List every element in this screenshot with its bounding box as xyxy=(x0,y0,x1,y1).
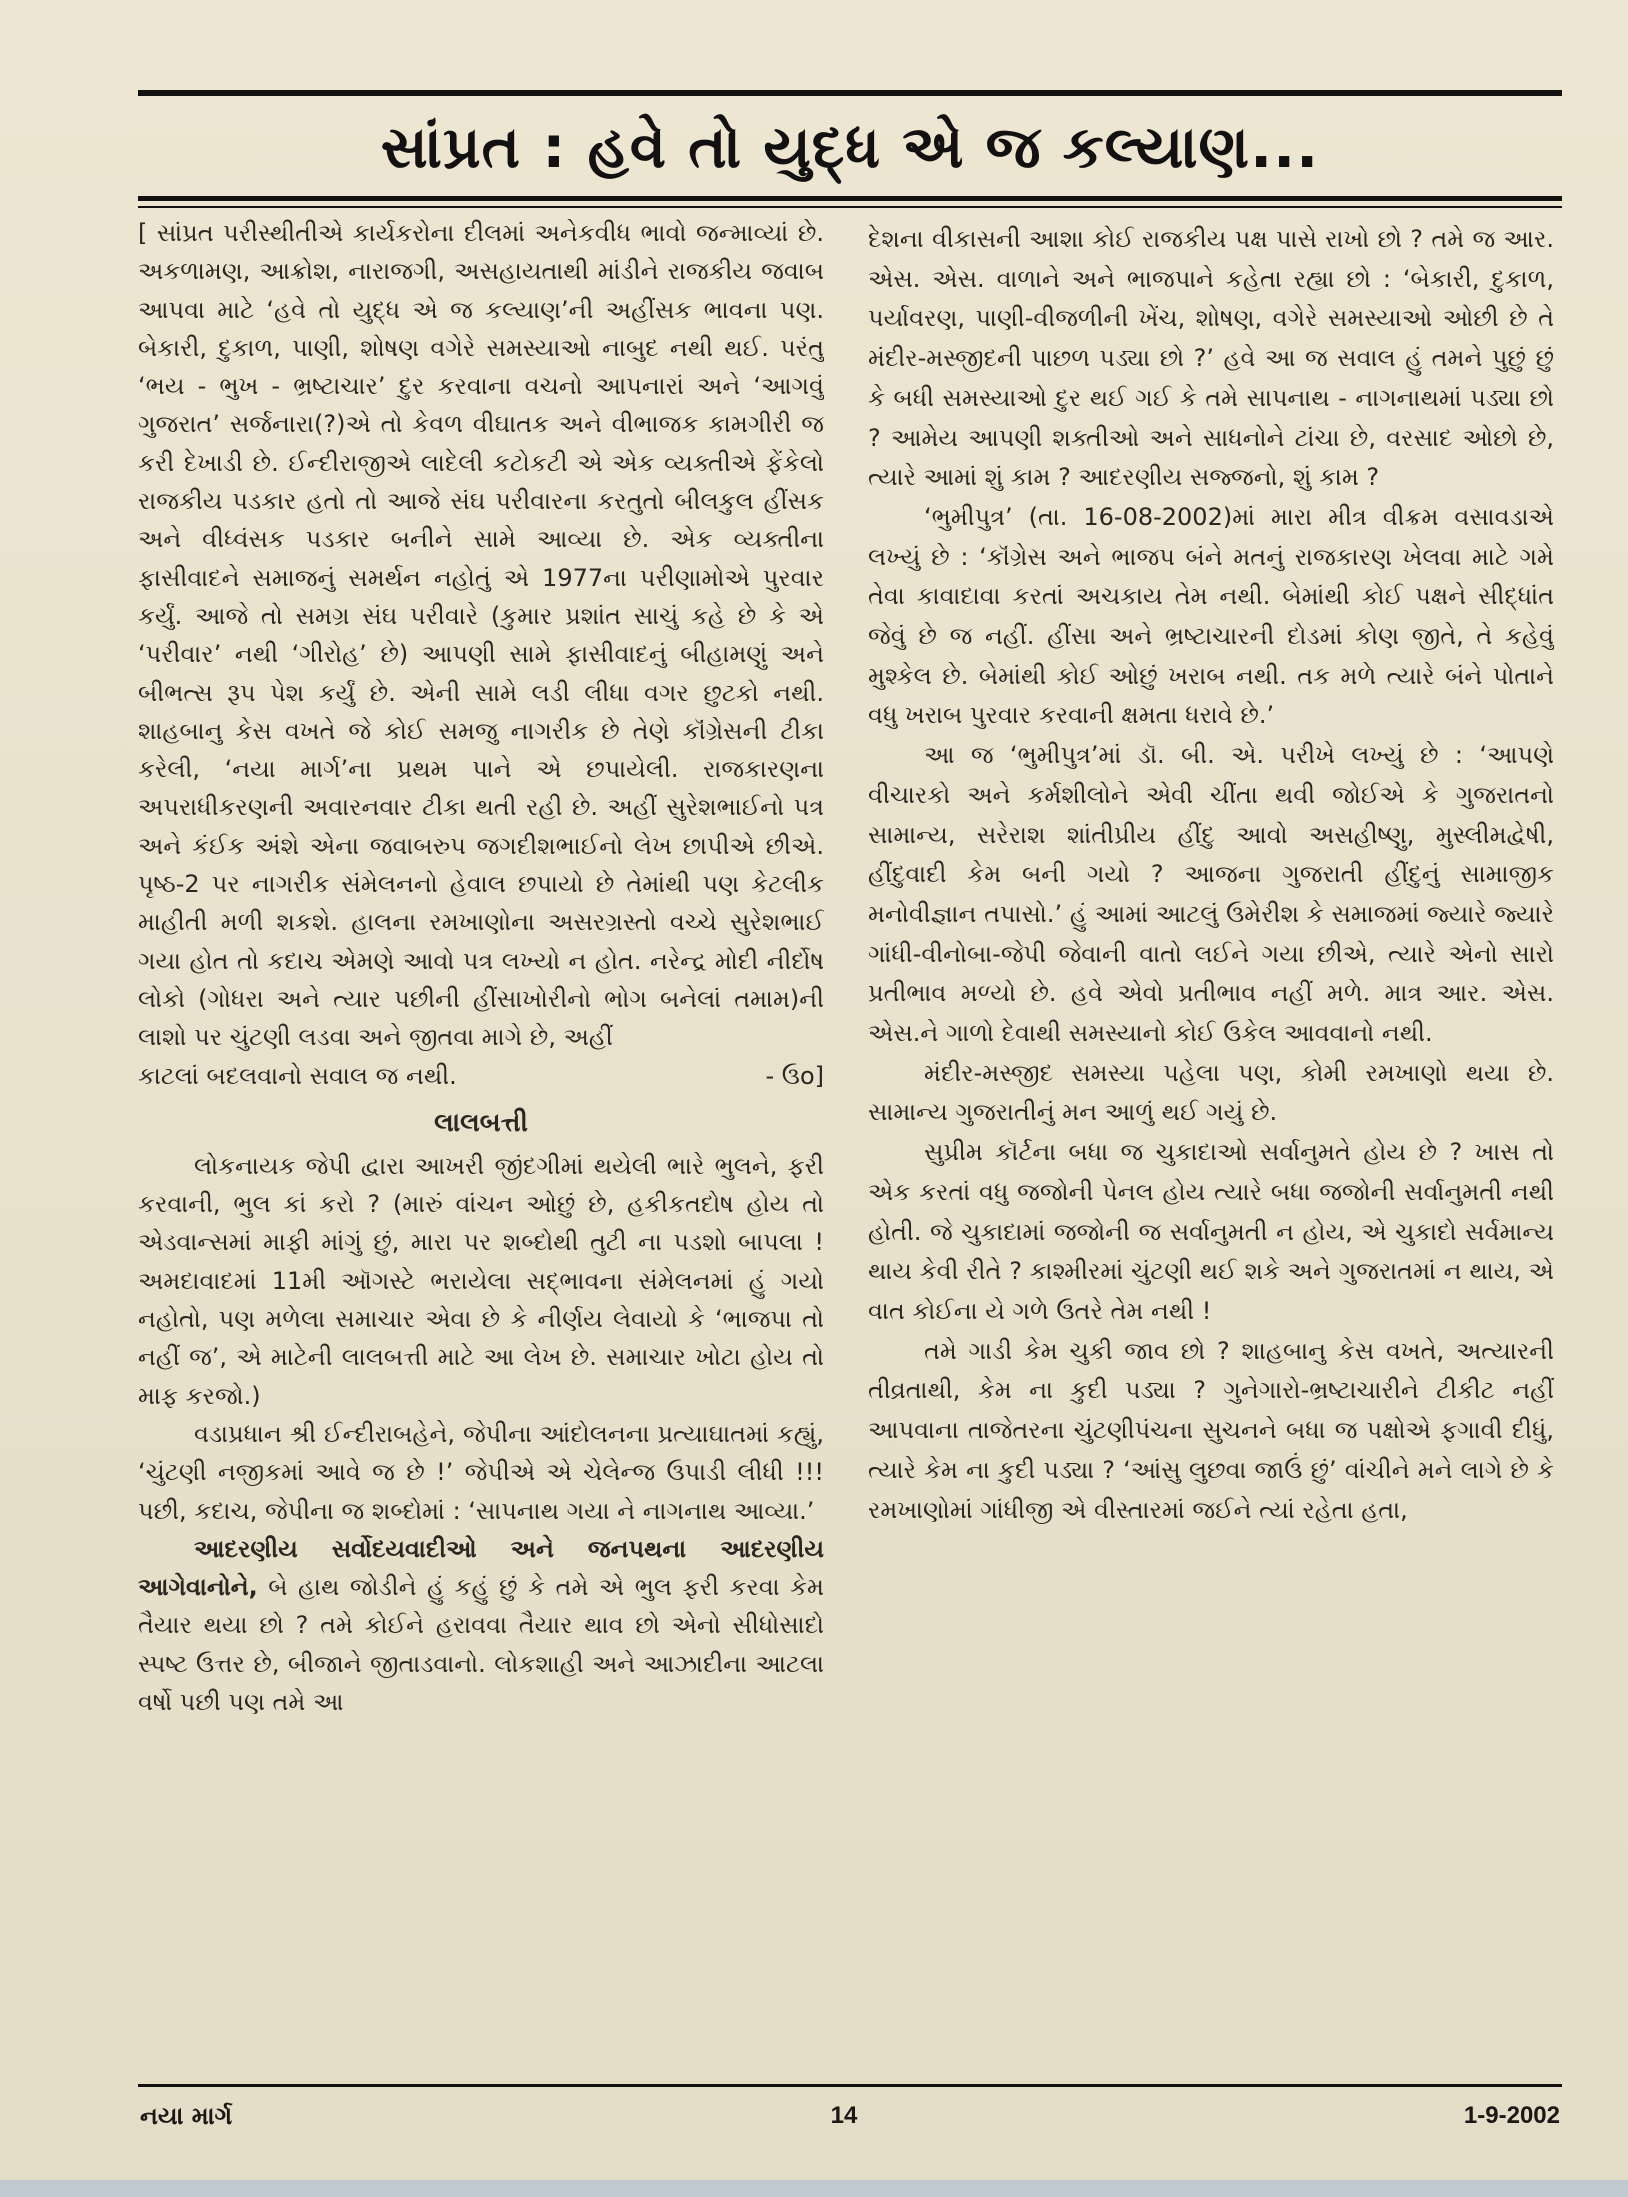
scan-edge-band xyxy=(0,2180,1628,2197)
right-paragraph-3: આ જ ‘ભુમીપુત્ર’માં ડૉ. બી. એ. પરીખે લખ્યું છે : ‘આપણે વીચારકો અને કર્મશીલોને એવી ચીંતા થવી જોઈએ કે ગુજરાતનો સામાન્ય, સરેરાશ શાંતીપ્રીય હીંદુ આવો અસહીષ્ણુ, મુસ્લીમદ્વેષી, હીંદુવાદી કેમ બની ગયો ? આજના ગુજરાતી હીંદુનું સામાજીક મનોવીજ્ઞાન તપાસો.’ હું આમાં આટલું ઉમેરીશ કે સમાજમાં જ્યારે જ્યારે ગાંધી-વીનોબા-જેપી જેવાની વાતો લઈને ગયા છીએ, ત્યારે એનો સારો પ્રતીભાવ મળ્યો છે. હવે એવો પ્રતીભાવ નહીં મળે. માત્ર આર. એસ. એસ.ને ગાળો દેવાથી સમસ્યાનો કોઈ ઉકેલ આવવાનો નથી. xyxy=(868,741,1554,1048)
section-subheading: લાલબત્તી xyxy=(434,1107,528,1138)
page-title: સાંપ્રત : હવે તો યુદ્ધ એ જ કલ્યાણ... xyxy=(380,113,1320,181)
left-paragraph-3 xyxy=(138,1530,824,1721)
footer-rule xyxy=(138,2084,1562,2087)
top-rule-thick xyxy=(138,90,1562,96)
intro-note: [ સાંપ્રત પરીસ્થીતીએ કાર્યકરોના દીલમાં અનેકવીધ ભાવો જન્માવ્યાં છે. અકળામણ, આક્રોશ, નારાજગી, અસહાયતાથી માંડીને રાજકીય જવાબ આપવા માટે ‘હવે તો યુદ્ધ એ જ કલ્યાણ’ની અહીંસક ભાવના પણ. બેકારી, દુકાળ, પાણી, શોષણ વગેરે સમસ્યાઓ નાબુદ નથી થઈ. પરંતુ ‘ભય - ભુખ - ભ્રષ્ટાચાર’ દુર કરવાના વચનો આપનારાં અને ‘આગવું ગુજરાત’ સર્જનારા(?)એ તો કેવળ વીઘાતક અને વીભાજક કામગીરી જ કરી દેખાડી છે. ઈન્દીરાજીએ લાદેલી કટોકટી એ એક વ્યક્તીએ ફેંકેલો રાજકીય પડકાર હતો તો આજે સંઘ પરીવારના કરતુતો બીલકુલ હીંસક અને વીધ્વંસક પડકાર બનીને સામે આવ્યા છે. એક વ્યક્તીના ફાસીવાદને સમાજનું સમર્થન નહોતું એ 1977ના પરીણામોએ પુરવાર કર્યું. આજે તો સમગ્ર સંઘ પરીવારે (કુમાર પ્રશાંત સાચું કહે છે કે એ ‘પરીવાર’ નથી ‘ગીરોહ’ છે) આપણી સામે ફાસીવાદનું બીહામણું અને બીભત્સ રૂપ પેશ કર્યું છે. એની સામે લડી લીધા વગર છુટકો નથી. શાહબાનુ કેસ વખતે જે કોઈ સમજુ નાગરીક છે તેણે કૉંગ્રેસની ટીકા કરેલી, ‘નયા માર્ગ’ના પ્રથમ પાને એ છપાયેલી. રાજકારણના અપરાધીકરણની અવારનવાર ટીકા થતી રહી છે. અહીં સુરેશભાઈનો પત્ર અને કંઈક અંશે એના જવાબરુપ જગદીશભાઈનો લેખ છાપીએ છીએ. પૃષ્ઠ-2 પર નાગરીક સંમેલનનો હેવાલ છપાયો છે તેમાંથી પણ કેટલીક માહીતી મળી શકશે. હાલના રમખાણોના અસરગ્રસ્તો વચ્ચે સુરેશભાઈ ગયા હોત તો કદાચ એમણે આવો પત્ર લખ્યો ન હોત. નરેન્દ્ર મોદી નીર્દોષ લોકો (ગોધરા અને ત્યાર પછીની હીંસાખોરીનો ભોગ બનેલાં તમામ)ની લાશો પર ચુંટણી લડવા અને જીતવા માગે છે, અહીં xyxy=(138,219,824,1052)
right-paragraph-6: તમે ગાડી કેમ ચુકી જાવ છો ? શાહબાનુ કેસ વખતે, અત્યારની તીવ્રતાથી, કેમ ના કુદી પડ્યા ? ગુનેગારો-ભ્રષ્ટાચારીને ટીકીટ નહીં આપવાના તાજેતરના ચુંટણીપંચના સુચનને બધા જ પક્ષોએ ફગાવી દીધું, ત્યારે કેમ ના કુદી પડ્યા ? ‘આંસુ લુછવા જાઉં છું’ વાંચીને મને લાગે છે કે રમખાણોમાં ગાંધીજી એ વીસ્તારમાં જઈને ત્યાં રહેતા હતા, xyxy=(868,1336,1554,1524)
left-paragraph-2: વડાપ્રધાન શ્રી ઈન્દીરાબહેને, જેપીના આંદોલનના પ્રત્યાઘાતમાં કહ્યું, ‘ચુંટણી નજીકમાં આવે જ છે !’ જેપીએ એ ચેલેન્જ ઉપાડી લીધી !!! પછી, કદાચ, જેપીના જ શબ્દોમાં : ‘સાપનાથ ગયા ને નાગનાથ આવ્યા.’ xyxy=(138,1419,824,1525)
left-paragraph-1: લોકનાયક જેપી દ્વારા આખરી જીંદગીમાં થયેલી ભારે ભુલને, ફરી કરવાની, ભુલ કાં કરો ? (મારું વાંચન ઓછું છે, હકીકતદોષ હોય તો એડવાન્સમાં માફી માંગું છું, મારા પર શબ્દોથી તુટી ના પડશો બાપલા ! અમદાવાદમાં 11મી ઑગસ્ટે ભરાયેલા સદ્ભાવના સંમેલનમાં હું ગયો નહોતો, પણ મળેલા સમાચાર એવા છે કે નીર્ણય લેવાયો કે ‘ભાજપા તો નહીં જ’, એ માટેની લાલબત્તી માટે આ લેખ છે. સમાચાર ખોટા હોય તો માફ કરજો.) xyxy=(138,1151,824,1410)
intro-signature: - ઉo] xyxy=(765,1061,824,1090)
right-column xyxy=(868,220,1554,2005)
left-paragraph-3-bold-lead: આદરણીય સર્વોદયવાદીઓ અને જનપથના આદરણીય આગેવાનોને, xyxy=(138,1534,824,1602)
footer-publication-name: નયા માર્ગ xyxy=(140,2102,233,2130)
footer-date: 1-9-2002 xyxy=(1463,2102,1560,2129)
right-paragraph-5: સુપ્રીમ કૉર્ટના બધા જ ચુકાદાઓ સર્વાનુમતે હોય છે ? ખાસ તો એક કરતાં વધુ જજોની પેનલ હોય ત્યારે બધા જજોની સર્વાનુમતી નથી હોતી. જે ચુકાદામાં જજોની જ સર્વાનુમતી ન હોય, એ ચુકાદો સર્વમાન્ય થાય કેવી રીતે ? કાશ્મીરમાં ચુંટણી થઈ શકે અને ગુજરાતમાં ન થાય, એ વાત કોઈના યે ગળે ઉતરે તેમ નથી ! xyxy=(868,1138,1554,1325)
right-paragraph-4: મંદીર-મસ્જીદ સમસ્યા પહેલા પણ, કોમી રમખાણો થયા છે. સામાન્ય ગુજરાતીનું મન આળું થઈ ગયું છે. xyxy=(868,1058,1554,1127)
intro-last-line: કાટલાં બદલવાનો સવાલ જ નથી. xyxy=(138,1061,457,1090)
left-column xyxy=(138,214,824,2019)
right-paragraph-1: દેશના વીકાસની આશા કોઈ રાજકીય પક્ષ પાસે રાખો છો ? તમે જ આર. એસ. એસ. વાળાને અને ભાજપાને કહેતા રહ્યા છો : ‘બેકારી, દુકાળ, પર્યાવરણ, પાણી-વીજળીની ખેંચ, શોષણ, વગેરે સમસ્યાઓ ઓછી છે તે મંદીર-મસ્જીદની પાછળ પડ્યા છો ?’ હવે આ જ સવાલ હું તમને પુછું છું કે બધી સમસ્યાઓ દુર થઈ ગઈ કે તમે સાપનાથ - નાગનાથમાં પડ્યા છો ? આમેય આપણી શક્તીઓ અને સાધનોને ટાંચા છે, વરસાદ ઓછો છે, ત્યારે આમાં શું કામ ? આદરણીય સજ્જનો, શું કામ ? xyxy=(868,225,1554,492)
intro-closing-line xyxy=(138,1057,824,1095)
title-rule-thin xyxy=(138,206,1562,208)
title-rule-thick xyxy=(138,196,1562,201)
right-paragraph-2: ‘ભુમીપુત્ર’ (તા. 16-08-2002)માં મારા મીત્ર વીક્રમ વસાવડાએ લખ્યું છે : ‘કૉંગ્રેસ અને ભાજપ બંને મતનું રાજકારણ ખેલવા માટે ગમે તેવા કાવાદાવા કરતાં અચકાય તેમ નથી. બેમાંથી કોઈ પક્ષને સીદ્ધાંત જેવું છે જ નહીં. હીંસા અને ભ્રષ્ટાચારની દોડમાં કોણ જીતે, તે કહેવું મુશ્કેલ છે. બેમાંથી કોઈ ઓછું ખરાબ નથી. તક મળે ત્યારે બંને પોતાને વધુ ખરાબ પુરવાર કરવાની ક્ષમતા ધરાવે છે.’ xyxy=(868,502,1554,730)
footer-page-number: 14 xyxy=(830,2102,858,2129)
left-paragraph-3-body: બે હાથ જોડીને હું કહું છું કે તમે એ ભુલ ફરી કરવા કેમ તૈયાર થયા છો ? તમે કોઈને હરાવવા તૈયાર થાવ છો એનો સીધોસાદો સ્પષ્ટ ઉત્તર છે, બીજાને જીતાડવાનો. લોકશાહી અને આઝાદીના આટલા વર્ષો પછી પણ તમે આ xyxy=(138,1573,824,1716)
